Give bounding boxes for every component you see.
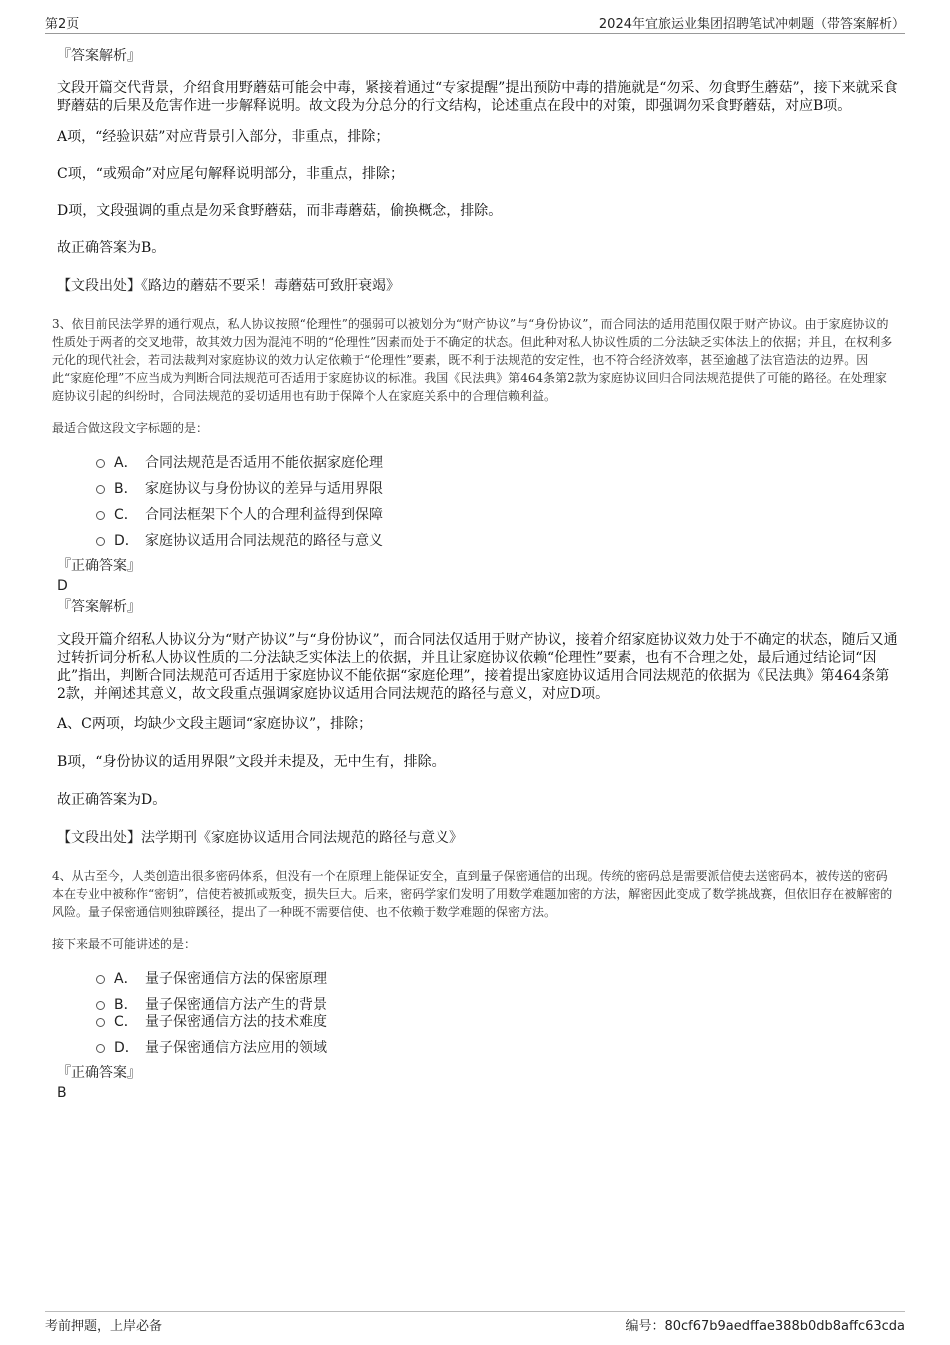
q4-options <box>96 969 898 1064</box>
option-letter: C． <box>114 1014 138 1030</box>
q3-answer-label: 『正确答案』 <box>57 558 141 574</box>
analysis-paragraph: 文段开篇交代背景，介绍食用野蘑菇可能会中毒，紧接着通过“专家提醒”提出预防中毒的措施就是“勿采、勿食野生蘑菇”，接下来就采食野蘑菇的后果及危害作进一步解释说明。故文段为分总分的行文结构，论述重点在段中的对策，即强调勿采食野蘑菇，对应B项。 <box>57 80 898 114</box>
document-id: 编号：80cf67b9aedffae388b0db8affc63cda <box>625 1319 905 1334</box>
option-letter: D． <box>114 533 139 549</box>
option-letter: A． <box>114 971 138 987</box>
analysis-paragraph: B项，“身份协议的适用界限”文段并未提及，无中生有，排除。 <box>57 754 446 770</box>
q3-option-b[interactable] <box>96 479 898 505</box>
radio-button[interactable] <box>96 459 105 468</box>
option-letter: A． <box>114 455 138 471</box>
option-text: 量子保密通信方法产生的背景 <box>145 997 327 1013</box>
radio-button[interactable] <box>96 485 105 494</box>
radio-button[interactable] <box>96 975 105 984</box>
analysis-paragraph: 文段开篇介绍私人协议分为“财产协议”与“身份协议”，而合同法仅适用于财产协议，接着介绍家庭协议效力处于不确定的状态，随后又通过转折词分析私人协议性质的二分法缺乏实体法上的依据，并且让家庭协议依赖“伦理性”要素，也有不合理之处，最后通过结论词“因此”指出，判断合同法规范可否适用于家庭协议不能依据“家庭伦理”，接着提出家庭协议适用合同法规范的依据为《民法典》第464条第2款，并阐述其意义，故文段重点强调家庭协议适用合同法规范的路径与意义，对应D项。 <box>57 632 898 702</box>
q2-analysis-label: 『答案解析』 <box>57 48 141 64</box>
option-text: 家庭协议适用合同法规范的路径与意义 <box>145 533 383 549</box>
option-text: 合同法框架下个人的合理利益得到保障 <box>145 507 383 523</box>
q4-prompt: 接下来最不可能讲述的是： <box>52 937 197 951</box>
option-letter: B． <box>114 481 138 497</box>
q3-prompt: 最适合做这段文字标题的是： <box>52 421 209 435</box>
q4-option-b[interactable] <box>96 995 898 1012</box>
q3-answer: D <box>57 578 68 594</box>
radio-button[interactable] <box>96 511 105 520</box>
q4-stem: 4、从古至今，人类创造出很多密码体系，但没有一个在原理上能保证安全，直到量子保密通信的出现。传统的密码总是需要派信使去送密码本，被传送的密码本在专业中被称作“密钥”，信使若被抓或叛变，损失巨大。后来，密码学家们发明了用数学难题加密的方法，解密因此变成了数学挑战赛，但依旧存在被解密的风险。量子保密通信则独辟蹊径，提出了一种既不需要信使、也不依赖于数学难题的保密方法。 <box>52 869 893 919</box>
q2-analysis <box>57 79 898 257</box>
document-title: 2024年宜旅运业集团招聘笔试冲刺题（带答案解析） <box>598 17 905 32</box>
q3-stem: 3、依目前民法学界的通行观点，私人协议按照“伦理性”的强弱可以被划分为“财产协议”与“身份协议”，而合同法的适用范围仅限于财产协议。由于家庭协议的性质处于两者的交叉地带，故其效力因为混沌不明的“伦理性”因素而处于不确定的状态。但此种对私人协议性质的二分法缺乏实体法上的依据；并且，在权利多元化的现代社会，若司法裁判对家庭协议的效力认定依赖于“伦理性”要素，既不利于法规范的安定性，也不符合经济效率，甚至逾越了法官造法的边界。因此“家庭伦理”不应当成为判断合同法规范可否适用于家庭协议的标准。我国《民法典》第464条第2款为家庭协议回归合同法规范提供了可能的路径。在处理家庭协议引起的纠纷时，合同法规范的妥切适用也有助于保障个人在家庭关系中的合理信赖利益。 <box>52 317 893 403</box>
analysis-paragraph: C项，“或殒命”对应尾句解释说明部分，非重点，排除； <box>57 166 405 182</box>
option-letter: C． <box>114 507 138 523</box>
radio-button[interactable] <box>96 1044 105 1053</box>
page-header <box>45 13 905 34</box>
q4-answer-label: 『正确答案』 <box>57 1065 141 1081</box>
radio-button[interactable] <box>96 1018 105 1027</box>
option-letter: B． <box>114 997 138 1013</box>
q3-options <box>96 453 898 557</box>
q3-option-a[interactable] <box>96 453 898 479</box>
q3-option-c[interactable] <box>96 505 898 531</box>
q3-analysis-label: 『答案解析』 <box>57 599 141 615</box>
q3-source: 【文段出处】法学期刊《家庭协议适用合同法规范的路径与意义》 <box>57 830 463 846</box>
q3-option-d[interactable] <box>96 531 898 557</box>
analysis-paragraph: A项，“经验识菇”对应背景引入部分，非重点，排除； <box>57 129 390 145</box>
q4-answer: B <box>57 1085 67 1101</box>
q2-source: 【文段出处】《路边的蘑菇不要采！毒蘑菇可致肝衰竭》 <box>57 278 400 294</box>
analysis-paragraph: 故正确答案为B。 <box>57 240 166 256</box>
option-text: 量子保密通信方法的保密原理 <box>145 971 327 987</box>
q4-option-c[interactable] <box>96 1012 898 1038</box>
q3-analysis <box>57 631 898 809</box>
analysis-paragraph: D项，文段强调的重点是勿采食野蘑菇，而非毒蘑菇，偷换概念，排除。 <box>57 203 503 219</box>
option-text: 量子保密通信方法的技术难度 <box>145 1014 327 1030</box>
option-text: 合同法规范是否适用不能依据家庭伦理 <box>145 455 383 471</box>
option-letter: D． <box>114 1040 139 1056</box>
page-footer <box>45 1311 905 1336</box>
analysis-paragraph: 故正确答案为D。 <box>57 792 167 808</box>
radio-button[interactable] <box>96 537 105 546</box>
radio-button[interactable] <box>96 1001 105 1010</box>
page-content <box>52 44 898 1102</box>
footer-slogan: 考前押题，上岸必备 <box>45 1319 163 1334</box>
q4-option-d[interactable] <box>96 1038 898 1064</box>
q4-option-a[interactable] <box>96 969 898 995</box>
page-number: 第2页 <box>45 17 80 32</box>
option-text: 家庭协议与身份协议的差异与适用界限 <box>145 481 383 497</box>
analysis-paragraph: A、C两项，均缺少文段主题词“家庭协议”，排除； <box>57 716 373 732</box>
option-text: 量子保密通信方法应用的领域 <box>145 1040 327 1056</box>
